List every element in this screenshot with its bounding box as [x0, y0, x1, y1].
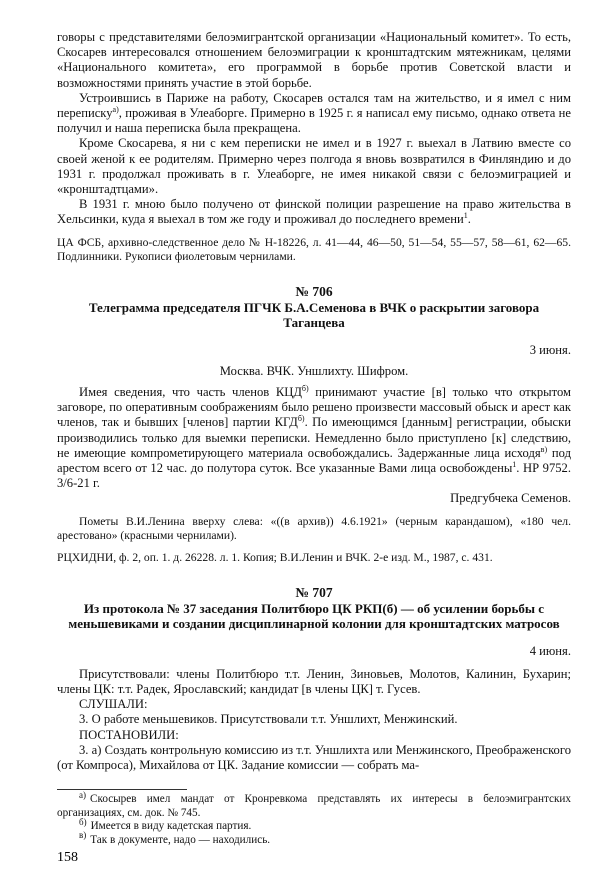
paragraph: Устроившись в Париже на работу, Скосарев остался там на жительство, и я имел с ним переписку$^{а)}$, проживая в Улеаборге. Примерно в 1925 г. я написал ему письмо, однако ответа не получил и наша переписка была прекращена.	[57, 90, 571, 136]
paragraph: Кроме Скосарева, я ни с кем переписки не имел и в 1927 г. выехал в Латвию вместе со своей женой к ее родителям. Примерно через полгода я вновь возвратился в Финляндию и до 1931 г. продолжал проживать в г. Улеаборге, не имея никакой связи с белоэмиграцией и «кронштадтцами».	[57, 136, 571, 197]
document-date: 3 июня.	[529, 342, 571, 357]
archive-source: РЦХИДНИ, ф. 2, оп. 1. д. 26228. л. 1. Копия; В.И.Ленин и ВЧК. 2-е изд. М., 1987, с. 431.	[57, 550, 493, 564]
document-title: Из протокола № 37 заседания Политбюро ЦК РКП(б) — об усилении борьбы с меньшевиками и создании дисциплинарной колонии для кронштадтских матросов	[68, 600, 560, 632]
document-number: № 707	[295, 584, 333, 600]
footnote: $^{б)}$ Имеется в виду кадетская партия.	[79, 816, 252, 833]
document-number: № 706	[295, 283, 333, 299]
document-date: 4 июня.	[529, 643, 571, 658]
footnote-ref: б)	[297, 414, 305, 424]
paragraph: 3. О работе меньшевиков. Присутствовали т.т. Уншлихт, Менжинский.	[79, 712, 458, 727]
footnote: $^{в)}$ Так в документе, надо — находились.	[79, 830, 271, 847]
footnote-ref: б)	[301, 383, 309, 393]
section-label: СЛУШАЛИ:	[79, 697, 148, 712]
footnote: $^{а)}$ Скосырев имел мандат от Кронревкома представлять их интересы в белоэмигрантских организациях, см. док. № 745.	[57, 789, 571, 819]
annotation-notes: Пометы В.И.Ленина вверху слева: «((в архив)) 4.6.1921» (черным карандашом), «180 чел. арестовано» (красными чернилами).	[57, 514, 571, 542]
page-content	[57, 30, 571, 848]
document-title: Телеграмма председателя ПГЧК Б.А.Семенова в ВЧК о раскрытии заговора Таганцева	[88, 299, 540, 331]
paragraph: Имея сведения, что часть членов $КЦД^{б)}$ принимают участие [в] только что открытом заговоре, по оперативным соображениям было решено произвести массовый обыск и арест как членов, так и бывших [членов] партии $КГД^{б)}$. По имеющимся [данным] регистрации, обыски производились только для выемки переписки. Немедленно было приступлено [к] следствию, не имеющие компрометирующего материала освобождались. Задержанные лица исходя$^{в)}$ под арестом всего от 12 час. до полутора суток. Все указанные Вами лица освобождены$^1$. НР 9752. 3/6-21 г.	[57, 383, 571, 491]
telegram-address: Москва. ВЧК. Уншлихту. Шифром.	[219, 363, 409, 378]
footnote-ref: 1	[463, 211, 468, 221]
archive-source: ЦА ФСБ, архивно-следственное дело № Н-18226, л. 41—44, 46—50, 51—54, 55—57, 58—61, 62—65. Подлинники. Рукописи фиолетовым чернилами.	[57, 235, 571, 263]
footnotes	[57, 789, 571, 847]
footnote-ref: 1	[512, 459, 517, 469]
footnote-divider	[57, 789, 187, 790]
signature: Предгубчека Семенов.	[450, 491, 571, 506]
section-label: ПОСТАНОВИЛИ:	[79, 727, 179, 742]
footnote-ref: в)	[540, 444, 548, 454]
page-number: 158	[57, 850, 78, 865]
paragraph: Присутствовали: члены Политбюро т.т. Ленин, Зиновьев, Молотов, Калинин, Бухарин; члены ЦК: т.т. Радек, Ярославский; кандидат [в члены ЦК] т. Гусев.	[57, 666, 571, 697]
paragraph: В 1931 г. мною было получено от финской полиции разрешение на право жительства в Хельсинки, куда я выехал в том же году и проживал до последнего времени$^1$.	[57, 197, 571, 227]
paragraph: говоры с представителями белоэмигрантской организации «Национальный комитет». То есть, Скосарев интересовался отношением белоэмиграции к кронштадтским мятежникам, целями «Национального комитета», его программой в борьбе против Советской власти и возможностями принять участие в этой борьбе.	[57, 30, 571, 90]
footnote-ref: а)	[112, 104, 119, 114]
paragraph: 3. а) Создать контрольную комиссию из т.т. Уншлихта или Менжинского, Преображенского (от Компроса), Михайлова от ЦК. Задание комиссии — собрать ма-	[57, 742, 571, 773]
